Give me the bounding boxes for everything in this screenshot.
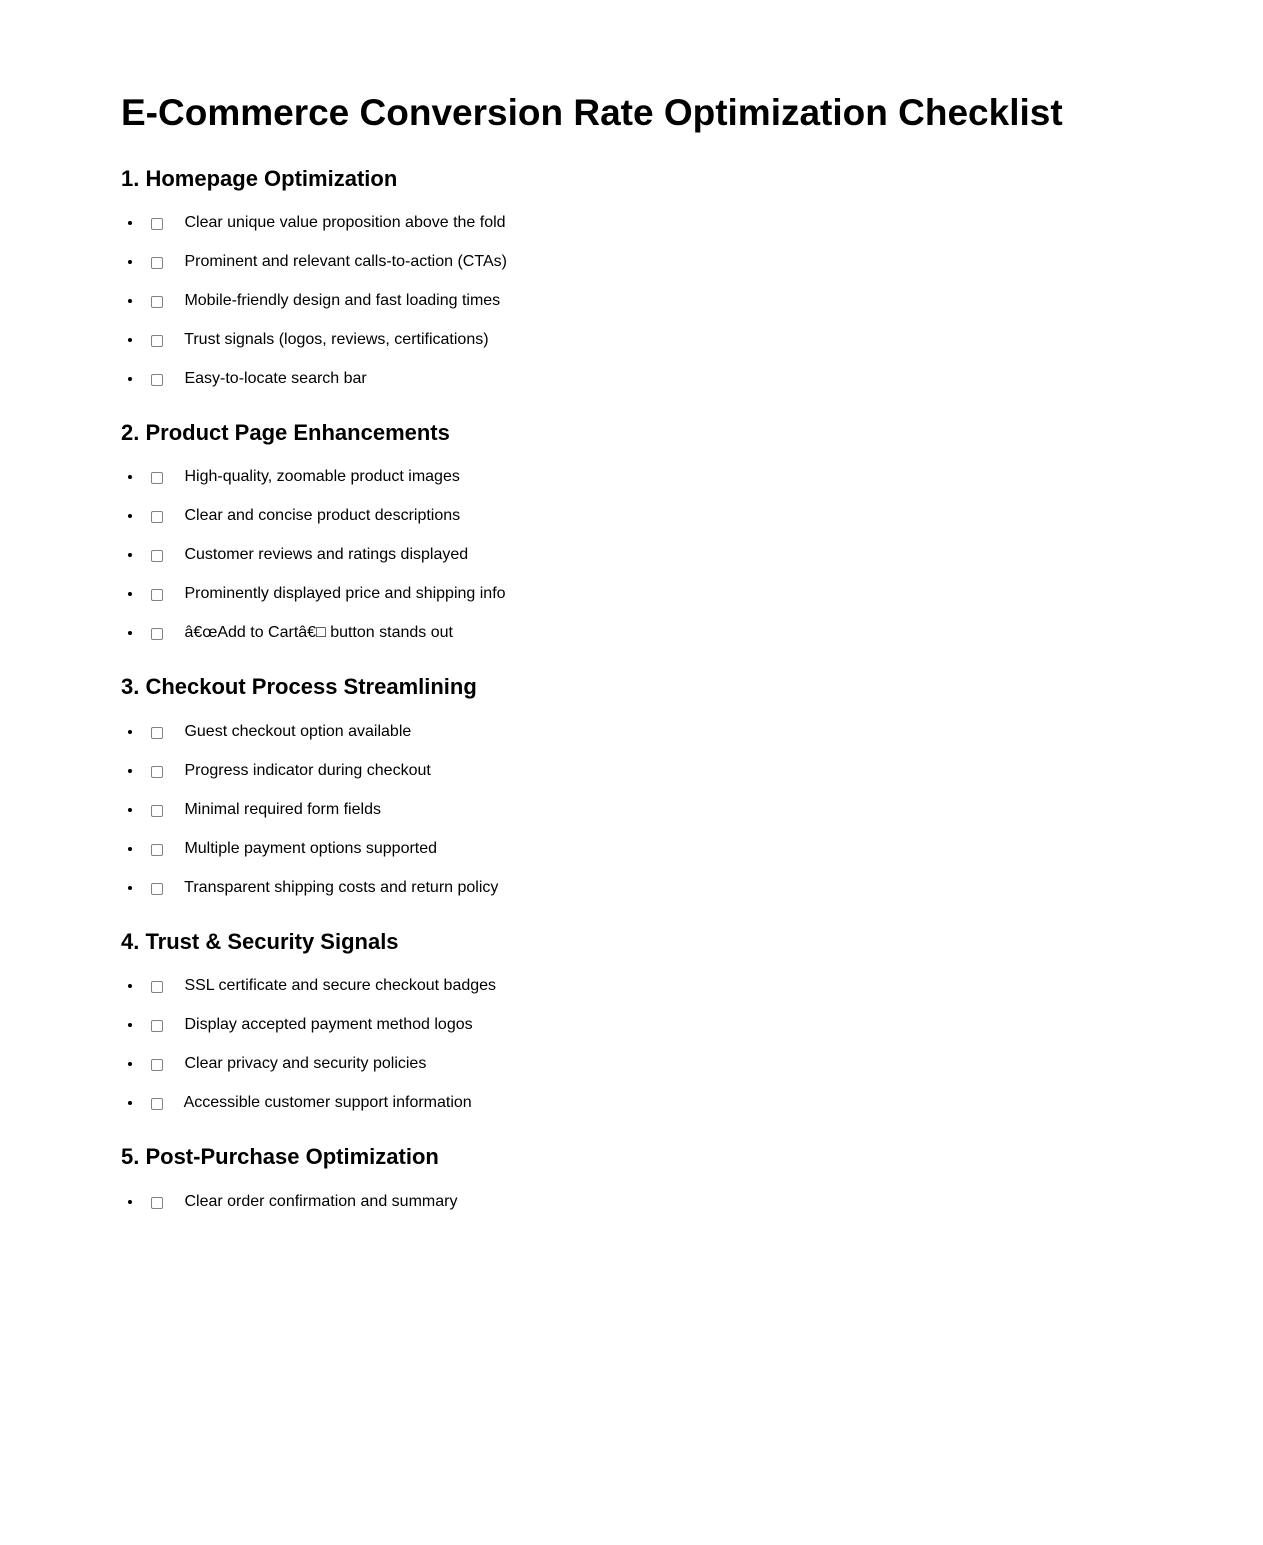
checklist-item — [143, 723, 1203, 741]
checklist-item — [143, 370, 1203, 388]
checklist-item — [143, 1193, 1203, 1211]
item-checkbox[interactable] — [151, 218, 163, 230]
section-heading: 4. Trust & Security Signals — [121, 928, 399, 954]
checklist-item — [143, 879, 1203, 897]
item-checkbox[interactable] — [151, 589, 163, 601]
checklist-item — [143, 214, 1203, 232]
section-heading: 5. Post-Purchase Optimization — [121, 1144, 439, 1170]
item-label: Customer reviews and ratings displayed — [184, 546, 469, 564]
checklist-item — [143, 1055, 1203, 1073]
checklist-section — [121, 929, 1203, 1112]
item-label: Clear privacy and security policies — [184, 1055, 427, 1073]
item-label: â€œAdd to Cartâ€□ button stands out — [184, 624, 453, 642]
item-checkbox[interactable] — [151, 727, 163, 739]
item-checkbox[interactable] — [151, 1020, 163, 1032]
checklist-section — [121, 674, 1203, 896]
section-heading: 2. Product Page Enhancements — [121, 420, 450, 446]
item-checkbox[interactable] — [151, 1059, 163, 1071]
item-label: Display accepted payment method logos — [184, 1016, 473, 1034]
item-label: Clear unique value proposition above the fold — [184, 214, 506, 232]
checklist-item — [143, 762, 1203, 780]
checklist-item — [143, 1016, 1203, 1034]
item-checkbox[interactable] — [151, 981, 163, 993]
item-label: SSL certificate and secure checkout badges — [184, 977, 497, 995]
item-label: Trust signals (logos, reviews, certifications) — [184, 331, 489, 349]
checklist-section — [121, 1144, 1203, 1210]
checklist-item — [143, 468, 1203, 486]
item-checkbox[interactable] — [151, 296, 163, 308]
item-label: Clear order confirmation and summary — [184, 1192, 458, 1210]
checklist-item — [143, 840, 1203, 858]
item-label: Easy-to-locate search bar — [184, 370, 367, 388]
item-label: Progress indicator during checkout — [184, 761, 431, 779]
page-title: E-Commerce Conversion Rate Optimization Checklist — [121, 92, 1063, 133]
item-checkbox[interactable] — [151, 550, 163, 562]
checklist-item — [143, 624, 1203, 642]
section-heading: 1. Homepage Optimization — [121, 165, 398, 191]
item-checkbox[interactable] — [151, 1098, 163, 1110]
item-checkbox[interactable] — [151, 805, 163, 817]
section-heading: 3. Checkout Process Streamlining — [121, 674, 477, 700]
checklist — [121, 1193, 1203, 1211]
checklist — [121, 723, 1203, 897]
checklist-item — [143, 253, 1203, 271]
checklist-item — [143, 801, 1203, 819]
item-checkbox[interactable] — [151, 628, 163, 640]
item-label: Clear and concise product descriptions — [184, 507, 461, 525]
checklist-item — [143, 1094, 1203, 1112]
item-label: Mobile-friendly design and fast loading times — [184, 292, 501, 310]
checklist-item — [143, 977, 1203, 995]
item-label: Multiple payment options supported — [184, 839, 438, 857]
item-label: Transparent shipping costs and return policy — [184, 878, 499, 896]
item-checkbox[interactable] — [151, 257, 163, 269]
item-checkbox[interactable] — [151, 766, 163, 778]
item-label: Minimal required form fields — [184, 800, 381, 818]
checklist-section — [121, 420, 1203, 642]
item-label: Accessible customer support information — [183, 1094, 472, 1112]
item-label: Guest checkout option available — [184, 722, 412, 740]
checklist-item — [143, 331, 1203, 349]
checklist-section — [121, 166, 1203, 388]
item-checkbox[interactable] — [151, 472, 163, 484]
item-label: Prominently displayed price and shipping info — [184, 585, 506, 603]
item-checkbox[interactable] — [151, 883, 163, 895]
item-label: High-quality, zoomable product images — [184, 468, 460, 486]
item-checkbox[interactable] — [151, 844, 163, 856]
checklist-item — [143, 292, 1203, 310]
item-checkbox[interactable] — [151, 374, 163, 386]
checklist — [121, 214, 1203, 388]
item-checkbox[interactable] — [151, 1197, 163, 1209]
checklist — [121, 977, 1203, 1112]
item-checkbox[interactable] — [151, 335, 163, 347]
checklist-item — [143, 507, 1203, 525]
checklist-item — [143, 585, 1203, 603]
checklist-body — [121, 166, 1203, 1211]
checklist-item — [143, 546, 1203, 564]
item-label: Prominent and relevant calls-to-action (CTAs) — [184, 253, 507, 271]
checklist — [121, 468, 1203, 642]
item-checkbox[interactable] — [151, 511, 163, 523]
